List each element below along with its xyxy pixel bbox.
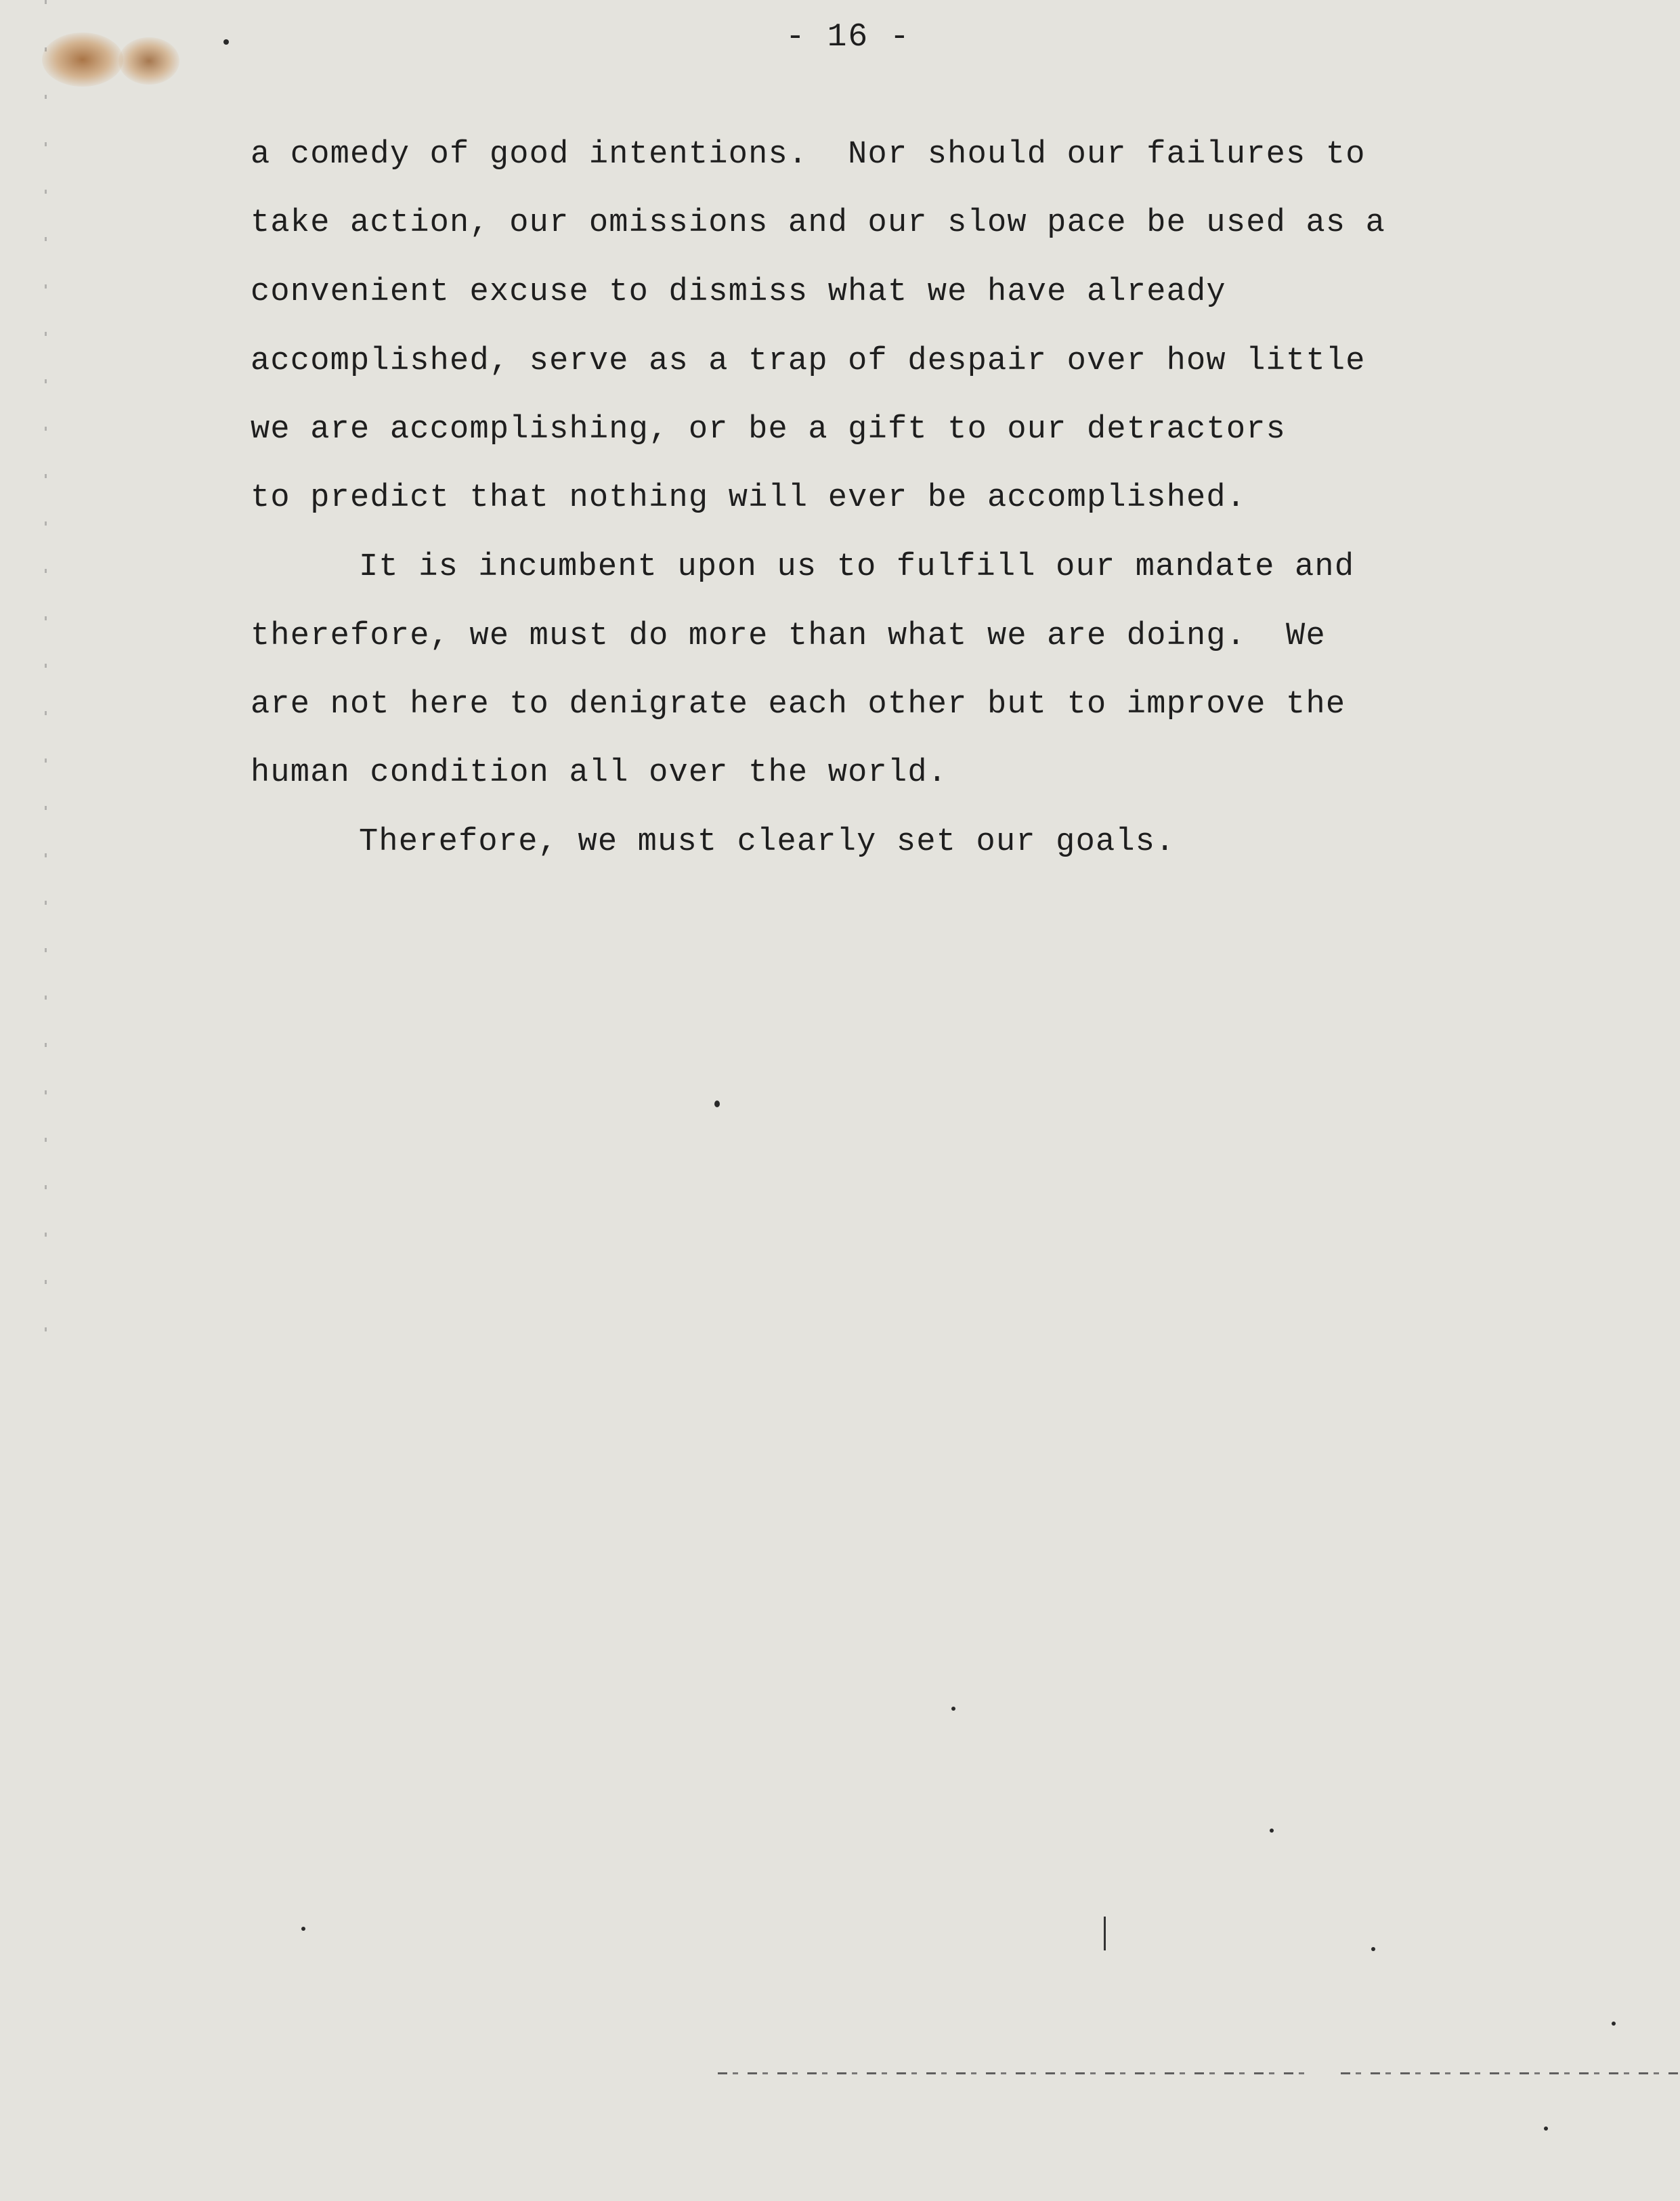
text-line: accomplished, serve as a trap of despair over how little <box>251 343 1366 379</box>
margin-marks <box>45 0 47 1354</box>
speck <box>223 39 229 45</box>
speck <box>1104 1917 1106 1950</box>
text-line: convenient excuse to dismiss what we have already <box>251 274 1226 310</box>
speck <box>301 1927 305 1931</box>
text-line: take action, our omissions and our slow pace be used as a <box>251 205 1386 241</box>
text-line: we are accomplishing, or be a gift to our detractors <box>251 412 1287 448</box>
text-line: Therefore, we must clearly set our goals. <box>359 824 1176 860</box>
text-line: It is incumbent upon us to fulfill our mandate and <box>359 549 1355 585</box>
dashed-line <box>1341 2072 1680 2074</box>
text-line: therefore, we must do more than what we are doing. We <box>251 618 1326 654</box>
text-line: are not here to denigrate each other but to improve the <box>251 687 1346 723</box>
paper-stain <box>119 37 179 85</box>
dashed-line <box>718 2072 1314 2074</box>
text-line: human condition all over the world. <box>251 755 948 791</box>
paper-stain <box>42 33 123 87</box>
speck <box>951 1707 955 1711</box>
speck <box>1612 2022 1616 2026</box>
text-line: a comedy of good intentions. Nor should our failures to <box>251 137 1366 173</box>
speck <box>1544 2127 1548 2131</box>
speck <box>1371 1947 1375 1951</box>
speck <box>714 1100 720 1107</box>
text-line: to predict that nothing will ever be accomplished. <box>251 480 1247 516</box>
speck <box>1270 1829 1274 1833</box>
page-number: - 16 - <box>785 19 911 56</box>
